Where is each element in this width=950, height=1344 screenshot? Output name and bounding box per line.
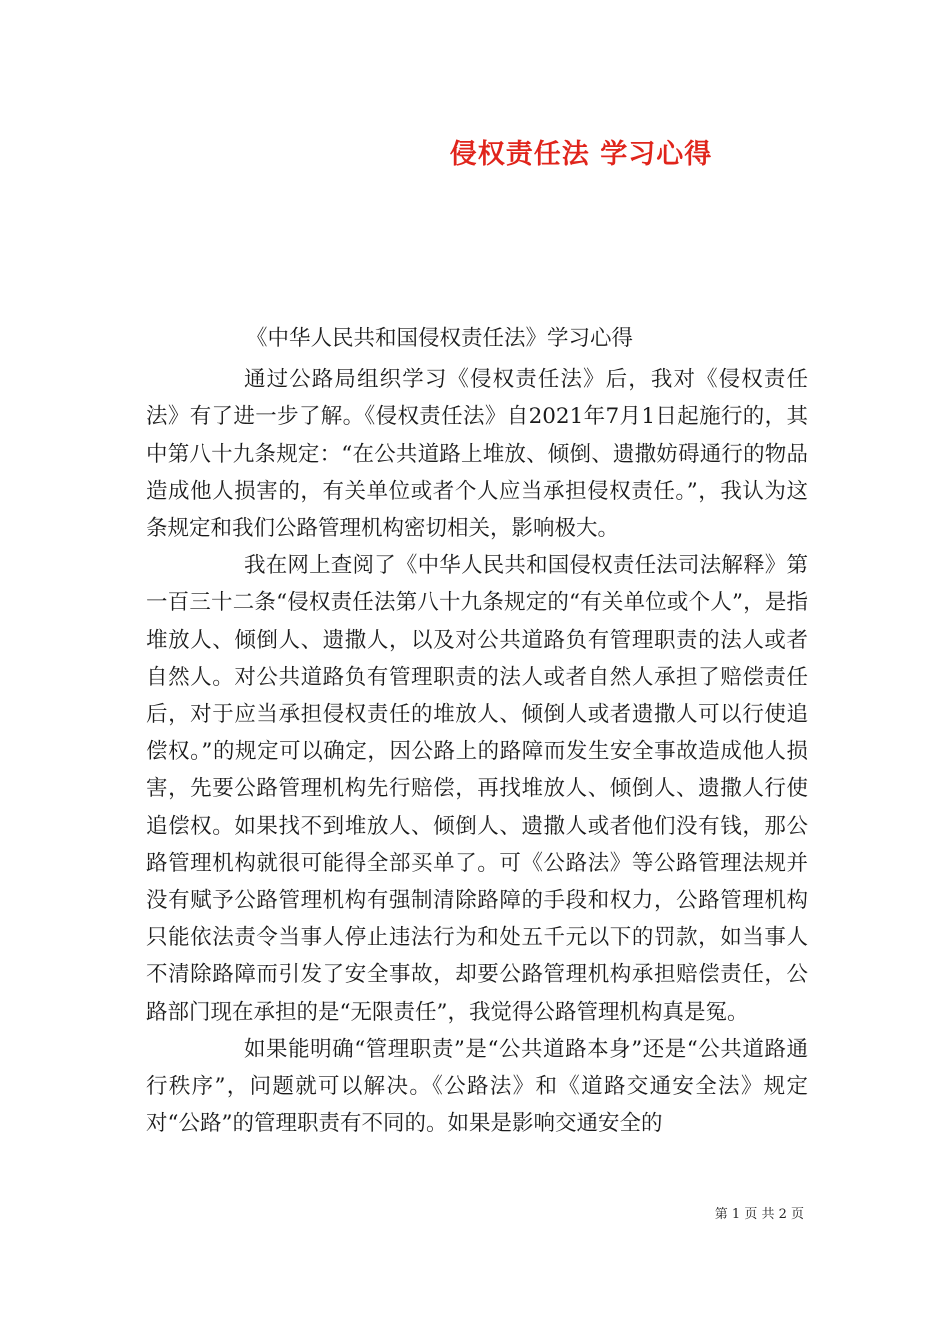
document-subtitle: 《中华人民共和国侵权责任法》学习心得 <box>246 326 634 351</box>
page-number-footer: 第 1 页 共 2 页 <box>714 1207 804 1222</box>
paragraph-3: 如果能明确“管理职责”是“公共道路本身”还是“公共道路通行秩序”，问题就可以解决。《公路法》和《道路交通安全法》规定对“公路”的管理职责有不同的。如果是影响交通安全的 <box>146 1036 808 1137</box>
paragraph-2: 我在网上查阅了《中华人民共和国侵权责任法司法解释》第一百三十二条“侵权责任法第八十九条规定的“有关单位或个人”，是指堆放人、倾倒人、遗撒人，以及对公共道路负有管理职责的法人或者自然人。对公共道路负有管理职责的法人或者自然人承担了赔偿责任后，对于应当承担侵权责任的堆放人、倾倒人或者遗撒人可以行使追偿权。”的规定可以确定，因公路上的路障而发生安全事故造成他人损害，先要公路管理机构先行赔偿，再找堆放人、倾倒人、遗撒人行使追偿权。如果找不到堆放人、倾倒人、遗撒人或者他们没有钱，那公路管理机构就很可能得全部买单了。可《公路法》等公路管理法规并没有赋予公路管理机构有强制清除路障的手段和权力，公路管理机构只能依法责令当事人停止违法行为和处五千元以下的罚款，如当事人不清除路障而引发了安全事故，却要公路管理机构承担赔偿责任，公路部门现在承担的是“无限责任”，我觉得公路管理机构真是冤。 <box>146 553 808 1025</box>
paragraph-1: 通过公路局组织学习《侵权责任法》后，我对《侵权责任法》有了进一步了解。《侵权责任法》自2021年7月1日起施行的，其中第八十九条规定：“在公共道路上堆放、倾倒、遗撒妨碍通行的物品造成他人损害的，有关单位或者个人应当承担侵权责任。”，我认为这条规定和我们公路管理机构密切相关，影响极大。 <box>146 367 808 542</box>
document-title: 侵权责任法 学习心得 <box>449 139 713 170</box>
document-body <box>146 320 808 1142</box>
